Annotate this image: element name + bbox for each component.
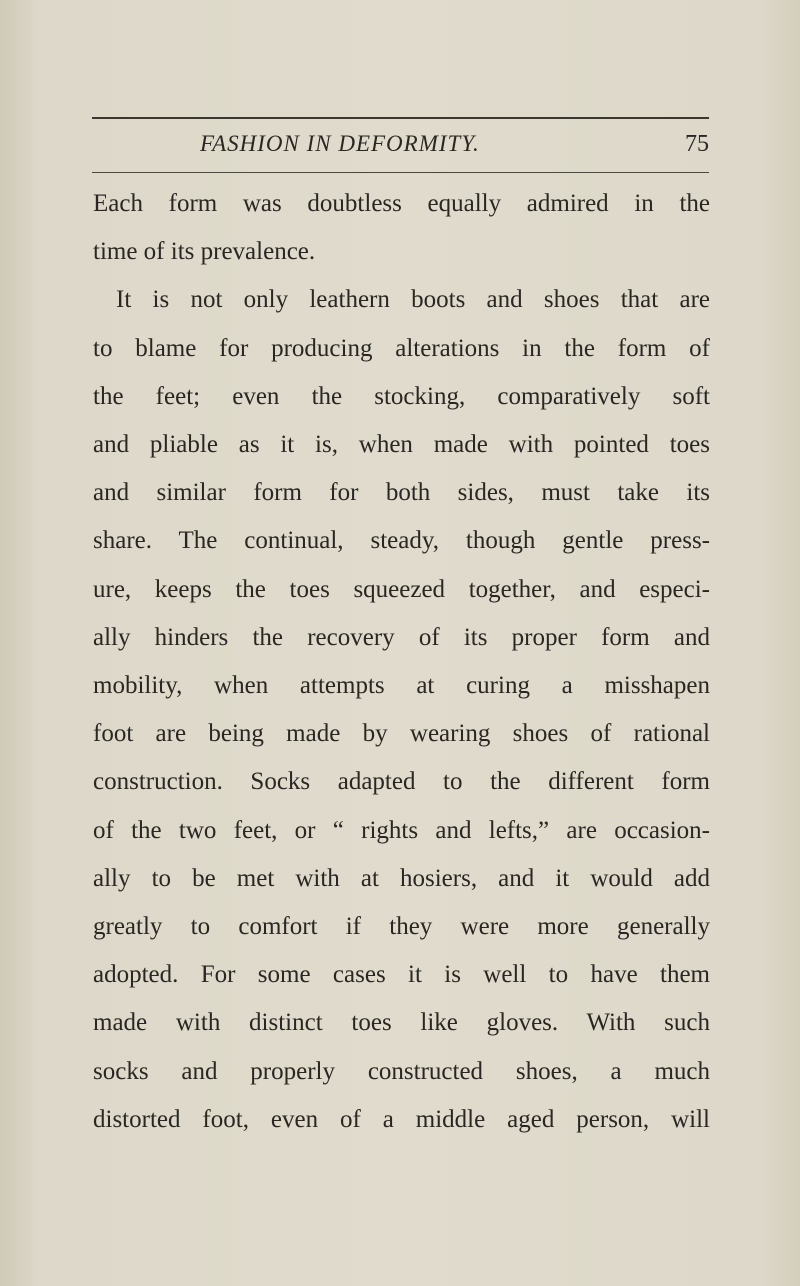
text-line: made with distinct toes like gloves. With such [93,1009,710,1037]
text-line: ally to be met with at hosiers, and it would add [93,864,710,892]
text-line: and similar form for both sides, must take its [93,479,710,507]
text-line: adopted. For some cases it is well to have them [93,961,710,989]
text-line: of the two feet, or “ rights and lefts,” are occasion- [93,816,710,844]
text-line: and pliable as it is, when made with pointed toes [93,431,710,459]
text-line: Each form was doubtless equally admired in the [93,190,710,217]
text-line: time of its prevalence. [93,238,316,266]
page-header [92,128,709,164]
text-line: socks and properly constructed shoes, a much [93,1057,710,1085]
text-line: ally hinders the recovery of its proper form and [93,623,710,651]
running-head: FASHION IN DEFORMITY. [200,131,480,156]
text-line: distorted foot, even of a middle aged person, will [93,1105,710,1133]
text-line: the feet; even the stocking, comparatively soft [93,382,710,410]
body-text [93,180,710,1144]
text-line: to blame for producing alterations in the form of [93,334,710,362]
page-number: 75 [685,131,709,157]
text-line: mobility, when attempts at curing a misshapen [93,672,710,700]
header-rule-top [92,117,709,119]
text-line: ure, keeps the toes squeezed together, and especi- [93,575,710,603]
text-line: It is not only leathern boots and shoes that are [116,286,710,314]
text-line: construction. Socks adapted to the different form [93,768,710,796]
header-rule-bottom [92,172,709,173]
text-line: foot are being made by wearing shoes of rational [93,720,710,748]
text-line: greatly to comfort if they were more generally [93,913,710,941]
text-line: share. The continual, steady, though gentle press- [93,527,710,555]
